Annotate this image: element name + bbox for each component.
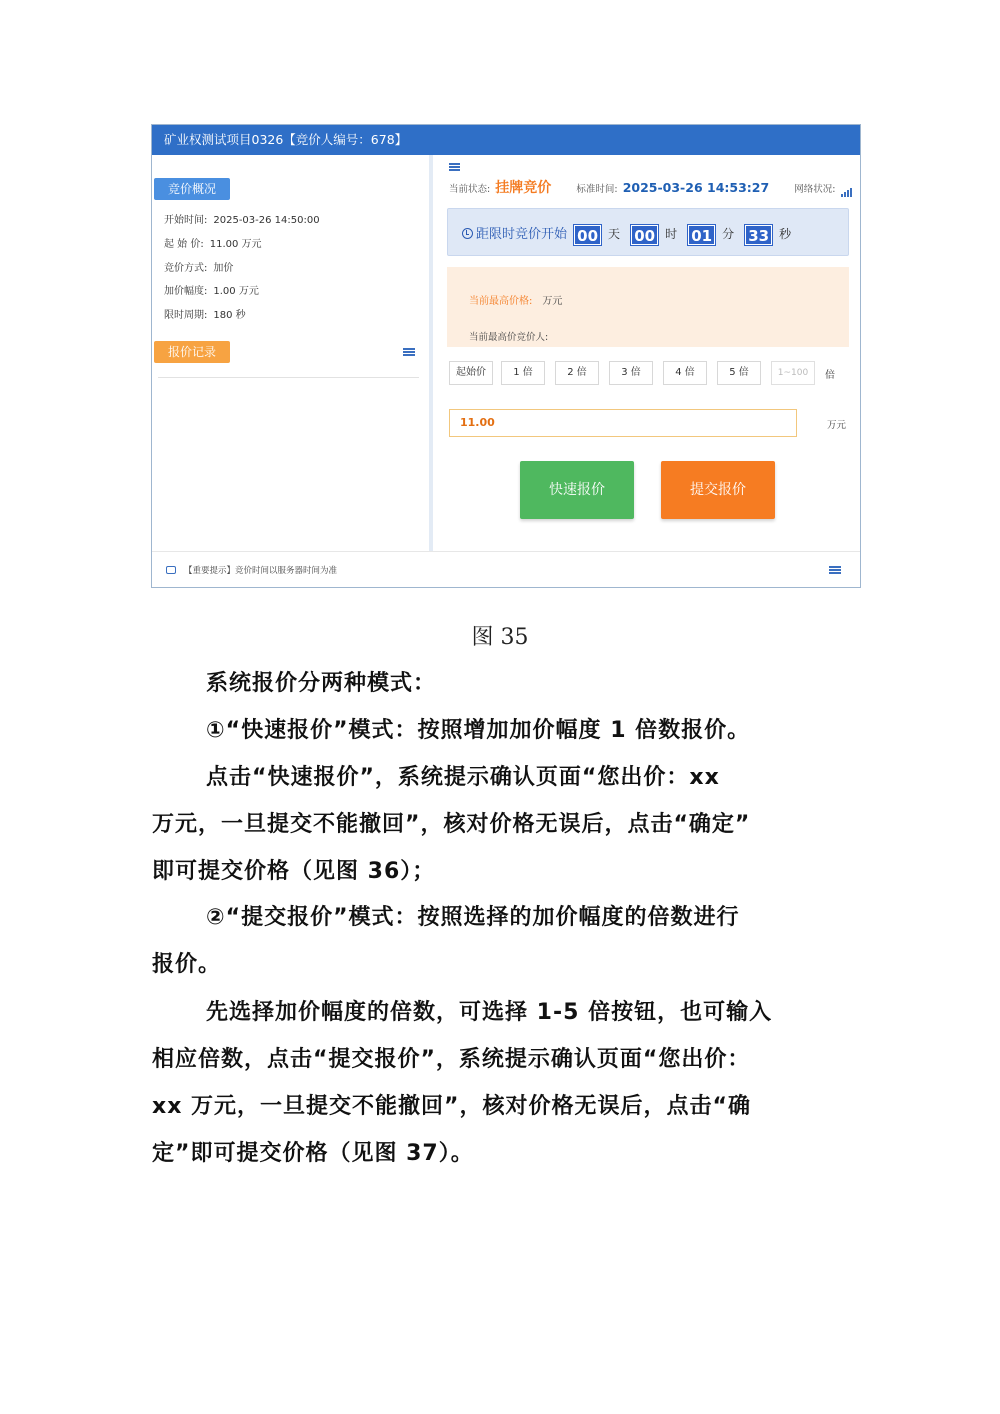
day-unit: 天	[608, 227, 621, 241]
bid-amount-unit: 万元	[827, 420, 847, 431]
overview-tab[interactable]: 竞价概况	[154, 178, 230, 200]
figure-screenshot	[151, 124, 861, 588]
multiplier-unit: 倍	[825, 369, 835, 381]
window-title: 矿业权测试项目0326【竞价人编号：678】	[152, 125, 860, 155]
paragraph-line: 先选择加价幅度的倍数，可选择 1-5 倍按钮，也可输入	[206, 1000, 773, 1025]
records-tab[interactable]: 报价记录	[154, 341, 230, 363]
submit-bid-button[interactable]: 提交报价	[661, 461, 775, 519]
info-label: 竞价方式:	[164, 263, 208, 274]
info-label: 开始时间:	[164, 215, 208, 226]
countdown-hours: 00	[631, 225, 658, 245]
highest-price-panel	[447, 267, 849, 347]
multiplier-3-button[interactable]: 3 倍	[609, 361, 653, 385]
countdown-minutes: 01	[688, 225, 715, 245]
figure-caption: 图 35	[471, 625, 529, 650]
paragraph-line: 点击“快速报价”，系统提示确认页面“您出价：xx	[206, 765, 720, 790]
clock-icon	[462, 228, 473, 239]
countdown-row	[462, 223, 795, 245]
highest-bidder-label: 当前最高价竞价人:	[469, 332, 549, 343]
info-increment	[164, 282, 259, 297]
paragraph-line: 系统报价分两种模式：	[206, 671, 437, 696]
highest-price-unit: 万元	[542, 296, 563, 307]
countdown-days: 00	[574, 225, 601, 245]
paragraph-line: 万元，一旦提交不能撤回”，核对价格无误后，点击“确定”	[152, 812, 751, 837]
time-label: 标准时间:	[576, 184, 618, 195]
divider	[158, 377, 419, 378]
bid-amount-input[interactable]: 11.00	[449, 409, 797, 437]
countdown-panel	[447, 208, 849, 256]
paragraph-line: 即可提交价格（见图 36）；	[152, 859, 436, 884]
info-label: 限时周期:	[164, 310, 208, 321]
info-start-time	[164, 211, 320, 226]
multiplier-5-button[interactable]: 5 倍	[717, 361, 761, 385]
multiplier-4-button[interactable]: 4 倍	[663, 361, 707, 385]
signal-icon	[841, 178, 853, 197]
time-value: 2025-03-26 14:53:27	[622, 180, 770, 195]
paragraph-line: ②“提交报价”模式：按照选择的加价幅度的倍数进行	[206, 905, 740, 930]
collapse-menu-icon[interactable]	[449, 163, 460, 171]
paragraph-line: 定”即可提交价格（见图 37）。	[152, 1141, 474, 1166]
hour-unit: 时	[665, 227, 678, 241]
quick-bid-button[interactable]: 快速报价	[520, 461, 634, 519]
status-label: 当前状态:	[449, 184, 491, 195]
highest-price-label: 当前最高价格:	[469, 296, 533, 307]
right-panel	[437, 155, 860, 551]
info-value: 2025-03-26 14:50:00	[213, 215, 320, 226]
multiplier-row	[449, 361, 835, 385]
info-value: 11.00 万元	[209, 239, 262, 250]
multiplier-start-button[interactable]: 起始价	[449, 361, 493, 385]
footer-note: 【重要提示】竞价时间以服务器时间为准	[184, 566, 338, 576]
info-value: 加价	[213, 263, 234, 274]
second-unit: 秒	[779, 227, 792, 241]
list-menu-icon[interactable]	[403, 348, 415, 356]
info-label: 起 始 价:	[164, 239, 204, 250]
status-row	[449, 177, 853, 197]
info-start-price	[164, 235, 262, 250]
info-time-period	[164, 306, 246, 321]
info-value: 180 秒	[213, 310, 246, 321]
paragraph-line: ①“快速报价”模式：按照增加加价幅度 1 倍数报价。	[206, 718, 751, 743]
chat-icon	[166, 566, 176, 574]
paragraph-line: xx 万元，一旦提交不能撤回”，核对价格无误后，点击“确	[152, 1094, 751, 1119]
footer-bar	[152, 551, 860, 588]
paragraph-line: 相应倍数，点击“提交报价”，系统提示确认页面“您出价：	[152, 1047, 751, 1072]
multiplier-2-button[interactable]: 2 倍	[555, 361, 599, 385]
info-value: 1.00 万元	[213, 286, 259, 297]
footer-note-row	[166, 564, 337, 576]
info-bid-method	[164, 259, 233, 274]
network-label: 网络状况:	[794, 184, 836, 195]
status-value: 挂牌竞价	[495, 180, 552, 196]
info-label: 加价幅度:	[164, 286, 208, 297]
highest-price-row	[469, 292, 562, 307]
minute-unit: 分	[722, 227, 735, 241]
paragraph-line: 报价。	[152, 952, 222, 977]
countdown-seconds: 33	[745, 225, 772, 245]
countdown-label: 距限时竞价开始	[476, 227, 568, 242]
multiplier-1-button[interactable]: 1 倍	[501, 361, 545, 385]
left-panel	[152, 155, 433, 551]
multiplier-input[interactable]: 1~100	[771, 361, 815, 385]
footer-menu-icon[interactable]	[829, 566, 841, 574]
